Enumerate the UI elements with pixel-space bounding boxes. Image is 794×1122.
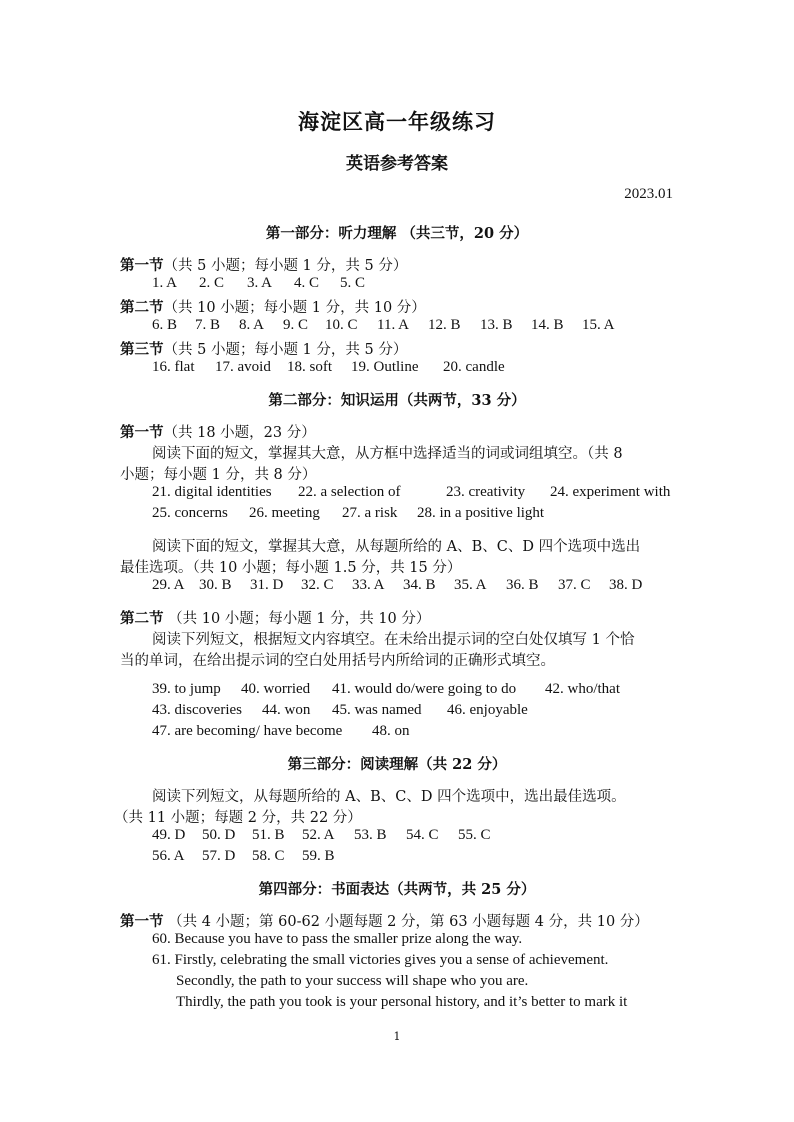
answer: 47. are becoming/ have become [152, 723, 343, 739]
answer: 43. discoveries [152, 702, 242, 718]
answer: 41. would do/were going to do [332, 681, 517, 697]
section-label: 第一节 [120, 257, 164, 274]
answer: 18. soft [287, 359, 332, 375]
section-label: 第二节 [120, 610, 164, 627]
answer: 27. a risk [342, 505, 398, 521]
answer: 28. in a positive light [417, 505, 545, 521]
part1-section1-answers [152, 275, 365, 292]
answer: 59. B [302, 848, 335, 864]
answer: 49. D [152, 827, 186, 843]
section-label: 第一节 [120, 424, 164, 441]
page-title: 海淀区高一年级练习 [298, 109, 496, 134]
instruction: 当的单词，在给出提示词的空白处用括号内所给词的正确形式填空。 [120, 653, 555, 669]
part2-section2-answers-row3 [152, 723, 410, 740]
part1-section2-answers [152, 317, 615, 334]
instruction: 阅读下列短文，从每题所给的 A、B、C、D 四个选项中，选出最佳选项。 [152, 789, 626, 805]
answer: 19. Outline [351, 359, 419, 375]
answer: 51. B [252, 827, 285, 843]
answer: 12. B [428, 317, 461, 333]
answer: 44. won [262, 702, 311, 718]
instruction: 阅读下面的短文，掌握其大意，从每题所给的 A、B、C、D 四个选项中选出 [152, 539, 641, 555]
answer: 34. B [403, 577, 436, 593]
answer: 53. B [354, 827, 387, 843]
part4-section1-header [120, 910, 649, 931]
part1-heading: 第一部分：听力理解 （共三节，20 分） [265, 225, 529, 242]
instruction: 阅读下列短文，根据短文内容填空。在未给出提示词的空白处仅填写 1 个恰 [152, 632, 635, 648]
answer: 14. B [531, 317, 564, 333]
part2-section2-answers-row1 [152, 681, 620, 698]
section-info: （共 10 小题；每小题 1 分，共 10 分） [163, 300, 426, 316]
page-number: 1 [393, 1030, 401, 1043]
answer: 5. C [340, 275, 366, 291]
answer: 13. B [480, 317, 513, 333]
part3-heading: 第三部分：阅读理解（共 22 分） [287, 756, 507, 773]
part2-section1-header [120, 421, 316, 442]
answer: 50. D [202, 827, 236, 843]
date: 2023.01 [624, 186, 673, 202]
part2-section2-header [120, 607, 430, 628]
answer: 57. D [202, 848, 236, 864]
instruction: 阅读下面的短文，掌握其大意，从方框中选择适当的词或词组填空。（共 8 [152, 446, 623, 462]
section-info: （共 10 小题；每小题 1 分，共 10 分） [163, 611, 431, 627]
part2-heading: 第二部分：知识运用（共两节，33 分） [268, 392, 526, 409]
answer: 33. A [352, 577, 385, 593]
answer: 15. A [582, 317, 615, 333]
section-info: （共 5 小题；每小题 1 分，共 5 分） [163, 258, 408, 274]
part2-section1-answers-row1 [152, 484, 670, 501]
answer-61-line2: Secondly, the path to your success will shape who you are. [176, 973, 529, 989]
answer: 35. A [454, 577, 487, 593]
answer: 55. C [458, 827, 491, 843]
answer: 26. meeting [249, 505, 320, 521]
answer: 8. A [239, 317, 265, 333]
answer: 16. flat [152, 359, 195, 375]
part4-heading: 第四部分：书面表达（共两节，共 25 分） [258, 881, 536, 898]
answer: 40. worried [241, 681, 311, 697]
answer: 25. concerns [152, 505, 228, 521]
answer: 20. candle [443, 359, 505, 375]
part1-section3-header [120, 338, 407, 359]
answer: 38. D [609, 577, 643, 593]
answer: 42. who/that [545, 681, 620, 697]
answer: 45. was named [332, 702, 422, 718]
answer: 6. B [152, 317, 178, 333]
part2-section2-answers-row2 [152, 702, 528, 719]
instruction: （共 11 小题；每题 2 分，共 22 分） [114, 810, 362, 826]
answer: 3. A [247, 275, 273, 291]
part2-section1-answers-row2 [152, 505, 544, 522]
answer: 31. D [250, 577, 284, 593]
answer: 21. digital identities [152, 484, 272, 500]
answer: 58. C [252, 848, 285, 864]
section-label: 第三节 [120, 341, 164, 358]
answer-61-line3: Thirdly, the path you took is your personal history, and it’s better to mark it [176, 994, 628, 1010]
answer: 10. C [325, 317, 358, 333]
part1-section2-header [120, 296, 426, 317]
answer: 9. C [283, 317, 309, 333]
answer: 17. avoid [215, 359, 271, 375]
answer: 32. C [301, 577, 334, 593]
answer: 37. C [558, 577, 591, 593]
answer: 1. A [152, 275, 178, 291]
part2-section1-answers-row3 [152, 577, 642, 594]
answer-61-line1: 61. Firstly, celebrating the small victories gives you a sense of achievement. [152, 952, 609, 968]
section-label: 第二节 [120, 299, 164, 316]
answer: 7. B [195, 317, 221, 333]
page-subtitle: 英语参考答案 [346, 154, 448, 174]
answer: 24. experiment with [550, 484, 671, 500]
answer: 30. B [199, 577, 232, 593]
part3-answers-row1 [152, 827, 491, 844]
instruction: 最佳选项。（共 10 小题；每小题 1.5 分，共 15 分） [120, 560, 462, 576]
answer-60: 60. Because you have to pass the smaller prize along the way. [152, 931, 523, 947]
answer: 39. to jump [152, 681, 221, 697]
answer: 29. A [152, 577, 185, 593]
answer: 52. A [302, 827, 335, 843]
part1-section3-answers [152, 359, 505, 376]
instruction: 小题；每小题 1 分，共 8 分） [120, 467, 317, 483]
part3-answers-row2 [152, 848, 335, 865]
answer: 2. C [199, 275, 225, 291]
answer: 36. B [506, 577, 539, 593]
answer: 54. C [406, 827, 439, 843]
section-info: （共 18 小题，23 分） [163, 425, 316, 441]
answer: 48. on [372, 723, 410, 739]
answer: 11. A [377, 317, 409, 333]
section-label: 第一节 [120, 913, 164, 930]
section-info: （共 5 小题；每小题 1 分，共 5 分） [163, 342, 408, 358]
answer: 4. C [294, 275, 320, 291]
answer: 23. creativity [446, 484, 526, 500]
answer: 22. a selection of [298, 484, 401, 500]
part1-section1-header [120, 254, 407, 275]
section-info: （共 4 小题；第 60-62 小题每题 2 分，第 63 小题每题 4 分，共 10 分） [163, 914, 649, 930]
answer: 56. A [152, 848, 185, 864]
answer: 46. enjoyable [447, 702, 528, 718]
